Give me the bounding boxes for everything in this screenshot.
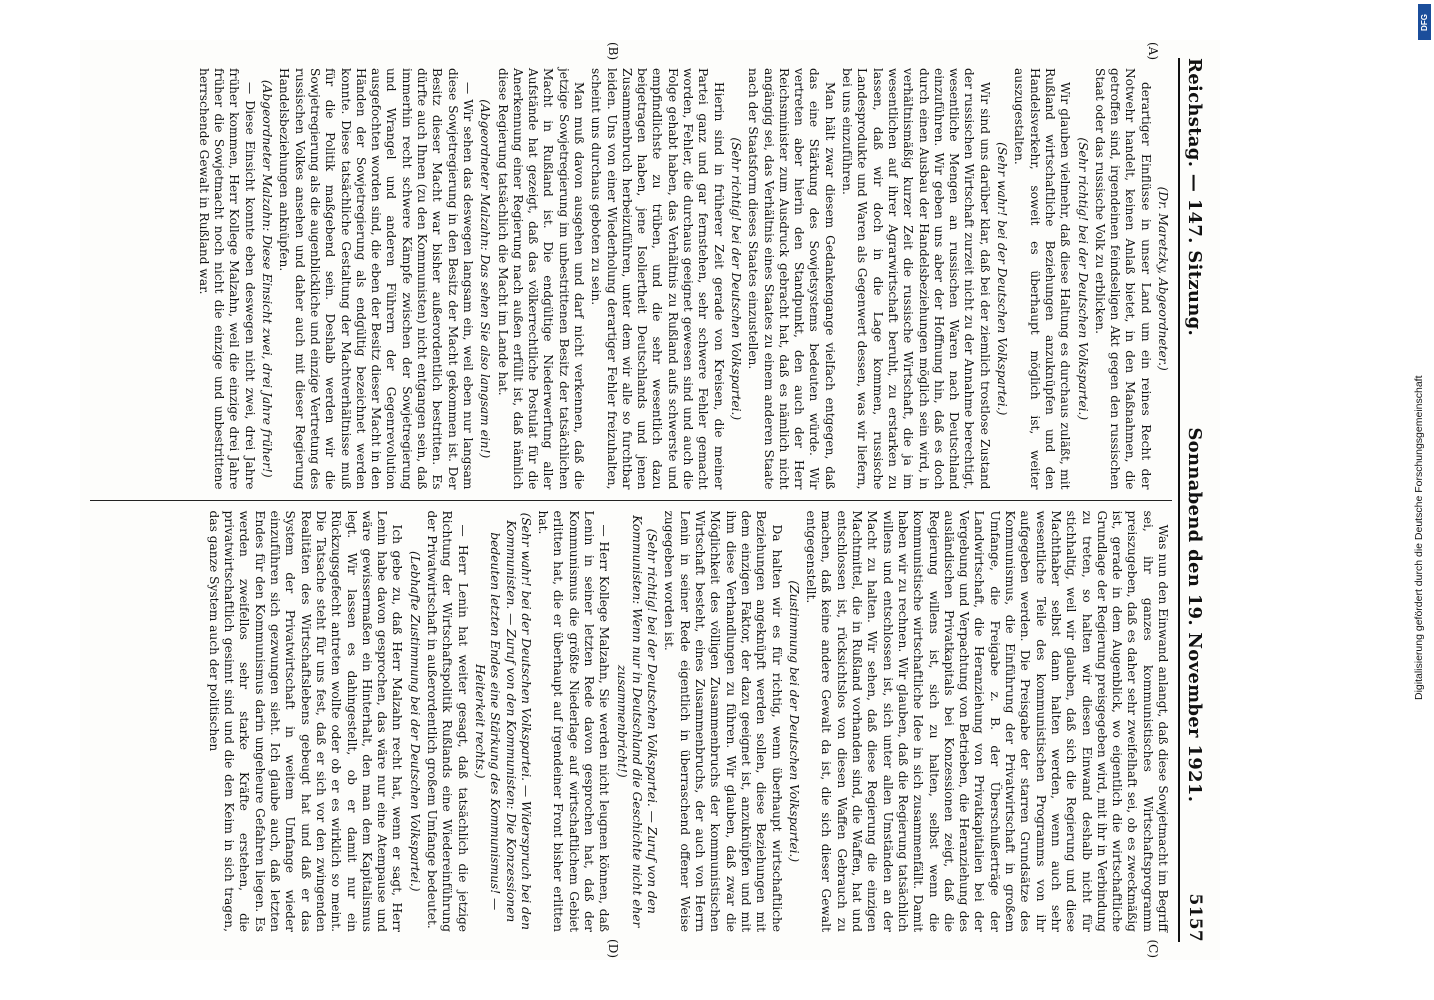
paragraph: (Sehr wahr! bei der Deutschen Volkspartei.) — [995, 142, 1010, 416]
paragraph: — Herr Kollege Malzahn, Sie werden nicht leugnen können, daß Lenin in seiner letzten Rede davon gesprochen hat, daß der Kommunismus die größte Niederlage auf wirtschaftlichem Gebiet erlitten hat, die er überhaupt auf irgendeiner Front bisher erlitten hat. — [536, 510, 612, 932]
paragraph: (Abgeordneter Malzahn: Diese Einsicht zwei, drei Jahre früher!) — [260, 79, 275, 478]
text-columns — [90, 58, 1172, 942]
margin-marker-c: (C) — [1146, 939, 1160, 958]
paragraph: Ich gebe zu, daß Herr Malzahn recht hat, wenn er sagt, Herr Lenin habe davon gesprochen, das wäre nur eine Atempause und wäre gewissermaßen ein Hinterhalt, den man dem Kapitalismus legt. Wir lassen es dahingestellt, ob er damit nur ein Rückzugsgefecht antreten wollte oder ob er es wirklich so meint. Die Tatsache steht für uns fest, daß er sich vor den zwingenden Realitäten des Wirtschaftslebens gebeugt hat und daß er das System der Privatwirtschaft in weitem Umfange wieder einzuführen sich gezwungen sieht. Ich glaube auch, daß letzten Endes für den Kommunismus darin ungeheure Gefahren liegen. Es werden zweifellos sehr starke Kräfte erstehen, die privatwirtschaftlich gesinnt sind und die den Keim in sich tragen, das ganze System auch der politischen — [206, 510, 405, 932]
credit-text: Digitalisierung gefördert durch die Deutsche Forschungsgemeinschaft — [1413, 375, 1425, 700]
paragraph: Was nun den Einwand anlangt, daß diese Sowjetmacht im Begriff sei, ihr ganzes kommunistisches Wirtschaftsprogramm preiszugeben, daß es daher sehr zweifelhaft sei, ob es zweckmäßig ist, gerade in dem Augenblick, wo eigentlich die wirtschaftliche Grundlage der Regierung preisgegeben wird, mit ihr in Verbindung zu treten, so halten wir diesen Einwand deshalb nicht für stichhaltig, weil wir glauben, daß sich die Regierung und diese Machthaber selbst dann halten werden, wenn auch sehr wesentliche Teile des kommunistischen Programms von ihr aufgegeben werden. Die Preisgabe der starren Grundsätze des Kommunismus, die Einführung der Privatwirtschaft in großem Umfange, die Freigabe z. B. der Überschußerträge der Landwirtschaft, die Heranziehung von Privatkapitalien bei der Vergebung und Verpachtung von Betrieben, die Heranziehung des ausländischen Privatkapitals bei Konzessionen zeigt, daß die Regierung willens ist, sich zu halten, selbst wenn die kommunistische wirtschaftliche Idee in sich zusammenfällt. Damit haben wir zu rechnen. Wir glauben, daß die Regierung tatsächlich willens und entschlossen ist, sich unter allen Umständen an der Macht zu halten. Wir sehen, daß diese Regierung die einzigen Machtmittel, die in Rußland vorhanden sind, die Waffen, hat und entschlossen ist, rücksichtslos von diesen Waffen Gebrauch zu machen, daß keine andere Gewalt da ist, die sich dieser Gewalt entgegenstellt. — [804, 510, 1170, 932]
paragraph: (Sehr richtig! bei der Deutschen Volkspartei. — Zuruf von den Kommunisten: Wenn nur in Deutschland die Geschichte nicht eher zusammenbricht!) — [614, 515, 660, 928]
paragraph: Wir glauben vielmehr, daß diese Haltung es durchaus zuläßt, mit Rußland wirtschaftliche Beziehungen anzuknüpfen und den Handelsverkehr, soweit es überhaupt möglich ist, weiter auszugestalten. — [1012, 68, 1073, 490]
paragraph: (Dr. Maretzky, Abgeordneter.) — [1156, 186, 1170, 371]
digitization-credit — [1404, 0, 1434, 1000]
margin-marker-a: (A) — [1146, 42, 1160, 61]
paragraph: — Diese Einsicht konnte eben deswegen nicht zwei, drei Jahre früher kommen, Herr Kollege Malzahn, weil die einzige drei Jahre früher die Sowjetmacht noch nicht die einzige und unbestrittene herrschende Gewalt in Rußland war. — [196, 68, 257, 490]
header-title: Reichstag. — 147. Sitzung. — [1184, 58, 1206, 337]
paragraph: (Sehr richtig! bei der Deutschen Volkspartei.) — [1075, 137, 1090, 421]
paragraph: Da halten wir es für richtig, wenn überhaupt wirtschaftliche Beziehungen angeknüpft werden sollen, diese Beziehungen mit dem einzigen Faktor, der dazu geeignet ist, anzuknüpfen und mit ihm diese Verhandlungen zu führen. Wir glauben, daß zwar die Möglichkeit des völligen Zusammenbruchs der kommunistischen Wirtschaft besteht, eines Zusammenbruchs, der auch von Herrn Lenin in seiner Rede eigentlich in überraschend offener Weise zugegeben worden ist. — [662, 510, 784, 932]
paragraph: (Lebhafte Zustimmung bei der Deutschen Volkspartei.) — [407, 550, 422, 892]
paragraph: (Zustimmung bei der Deutschen Volkspartei.) — [786, 580, 801, 863]
page-header — [1178, 58, 1210, 942]
dfg-logo — [1418, 4, 1431, 40]
margin-marker-d: (D) — [606, 939, 620, 958]
paragraph: Hierin sind in früherer Zeit gerade von Kreisen, die meiner Partei ganz und gar fernstehen, sehr schwere Fehler gemacht worden, Fehler, die durchaus geeignet gewesen sind und auch die Folge gehabt haben, das Verhältnis zu Rußland aufs schwerste und empfindlichste zu trüben, und die sehr wesentlich dazu beigetragen haben, jene Isoliertheit Deutschlands und jenen Zusammenbruch herbeizuführen, unter dem wir alle so furchtbar leiden. Uns von einer Wiederholung derartiger Fehler freizuhalten, scheint uns durchaus geboten zu sein. — [589, 68, 726, 490]
header-date: Sonnabend den 19. November 1921. — [1184, 427, 1206, 803]
paragraph: (Abgeordneter Malzahn: Das sehen Sie also langsam ein!) — [478, 99, 493, 459]
paragraph: (Sehr richtig! bei der Deutschen Volkspartei.) — [728, 137, 743, 421]
paragraph: derartiger Einflüsse in unser Land um ein reines Recht der Notwehr handelt, keinen Anlaß bietet, in den Maßnahmen, die getroffen sind, irgendeinen feindseligen Akt gegen den russischen Staat oder das russische Volk zu erblicken. — [1092, 68, 1153, 490]
paragraph: Man hält zwar diesem Gedankengange vielfach entgegen, daß das eine Stärkung des Sowjetsystems bedeuten würde. Wir vertreten aber hierin den Standpunkt, den auch der Herr Reichsminister zum Ausdruck gebracht hat, daß es nämlich nicht angängig sei, das Verhältnis eines Staates zu einem anderen Staate nach der Staatsform dieses Staates einzustellen. — [746, 68, 837, 490]
paragraph: — Wir sehen das deswegen langsam ein, weil eben nur langsam diese Sowjetregierung in den Besitz der Macht gekommen ist. Der Besitz dieser Macht war bisher außerordentlich bestritten. Es dürfte auch Ihnen (zu den Kommunisten) nicht entgangen sein, daß immerhin recht schwere Kämpfe zwischen der Sowjetregierung und Wrangel und anderen Führern der Gegenrevolution ausgefochten worden sind, die eben der Besitz dieser Macht in den Händen der Sowjetregierung als endgültig bezeichnet werden konnte. Diese tatsächliche Gestaltung der Machtverhältnisse muß für die Politik maßgebend sein. Deshalb werden wir die Sowjetregierung als die augenblickliche und einzige Vertretung des russischen Volkes ansehen und daher auch mit dieser Regierung Handelsbeziehungen anknüpfen. — [277, 68, 475, 490]
paragraph: — Herr Lenin hat weiter gesagt, daß tatsächlich die jetzige Richtung der Wirtschaftspolitik Rußlands eine Wiedereinführung der Privatwirtschaft in außerordentlich großem Umfange bedeutet. — [425, 510, 470, 932]
page-number: 5157 — [1185, 893, 1205, 942]
right-column — [90, 500, 1172, 943]
newspaper-page — [60, 40, 1220, 980]
paragraph: Wir sind uns darüber klar, daß bei der ziemlich trostlose Zustand der russischen Wirtschaft zurzeit nicht zu der Annahme berechtigt, wesentliche Mengen an russischen Waren nach Deutschland einzuführen. Wir geben uns aber der Hoffnung hin, daß es doch durch einen Ausbau der Handelsbeziehungen möglich sein wird, in verhältnismäßig kurzer Zeit die russische Wirtschaft, die ja im wesentlichen auf ihrer Agrarwirtschaft beruht, zu erstarken zu lassen, daß wir doch in die Lage kommen, russische Landesprodukte und Waren als Gegenwert dessen, was wir liefern, bei uns einzuführen. — [840, 68, 992, 490]
margin-marker-b: (B) — [606, 42, 620, 61]
dfg-logo-text: DFG — [1420, 13, 1430, 31]
left-column — [90, 58, 1172, 500]
page-sheet — [80, 40, 1220, 960]
paragraph: (Sehr wahr! bei der Deutschen Volkspartei. — Widerspruch bei den Kommunisten. — Zuruf von den Kommunisten: Die Konzessionen bedeuten letzten Endes eine Stärkung des Kommunismus! — Heiterkeit rechts.) — [472, 512, 533, 930]
paragraph: Man muß davon ausgehen und darf nicht verkennen, daß die jetzige Sowjetregierung im unbestrittenen Besitz der tatsächlichen Macht in Rußland ist. Die endgültige Niederwerfung aller Aufstände hat gezeigt, daß das völkerrechtliche Postulat für die Anerkennung einer Regierung nach außen erfüllt ist, daß nämlich diese Regierung tatsächlich die Macht im Lande hat. — [495, 68, 587, 490]
